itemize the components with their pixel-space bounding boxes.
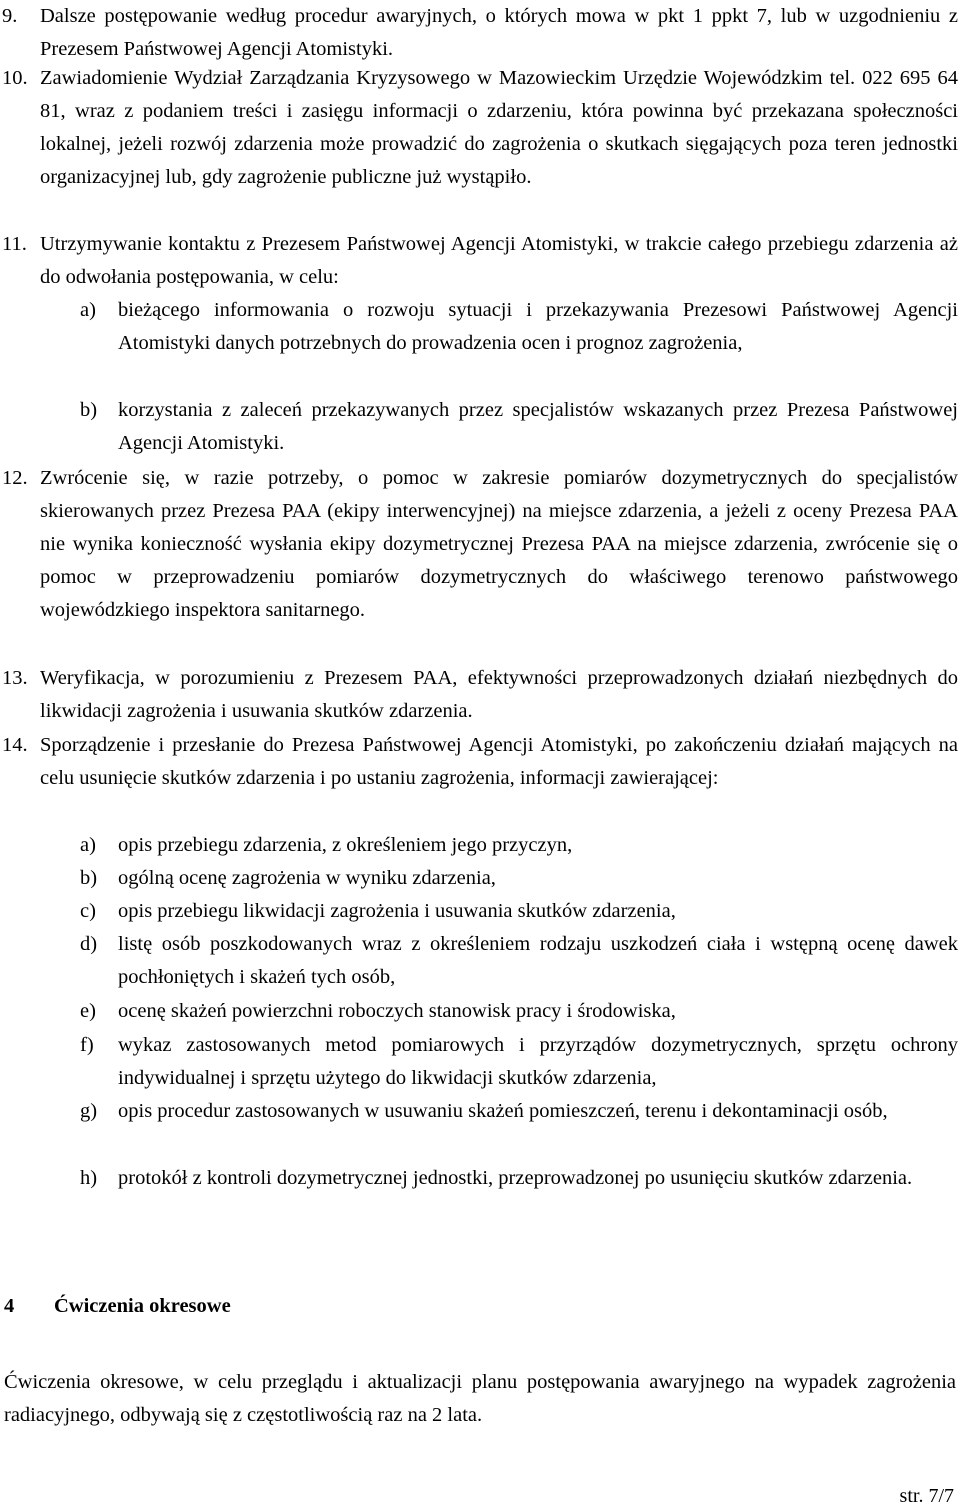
section-paragraph: Ćwiczenia okresowe, w celu przeglądu i aktualizacji planu postępowania awaryjnego na wypadek zagrożenia radiacyjnego, odbywają się z częstotliwością raz na 2 lata.: [4, 1371, 956, 1426]
section-number: 4: [4, 1295, 15, 1317]
section-heading: [4, 1290, 231, 1323]
sub-letter: h): [80, 1167, 98, 1189]
sub-item-text: bieżącego informowania o rozwoju sytuacji i przekazywania Prezesowi Państwowej Agencji Atomistyki danych potrzebnych do prowadzenia ocen i prognoz zagrożenia,: [118, 299, 958, 354]
list-item-9: [0, 0, 958, 66]
list-item-text: Utrzymywanie kontaktu z Prezesem Państwowej Agencji Atomistyki, w trakcie całego przebiegu zdarzenia aż do odwołania postępowania, w celu:: [40, 233, 958, 288]
sub-letter: f): [80, 1034, 94, 1056]
sub-item-text: opis procedur zastosowanych w usuwaniu skażeń pomieszczeń, terenu i dekontaminacji osób,: [118, 1100, 888, 1122]
sub-item-text: protokół z kontroli dozymetrycznej jednostki, przeprowadzonej po usunięciu skutków zdarzenia.: [118, 1167, 913, 1189]
list-number: 10.: [2, 67, 28, 89]
sub-letter: b): [80, 867, 98, 889]
sub-letter: g): [80, 1100, 98, 1122]
section-title: Ćwiczenia okresowe: [54, 1295, 231, 1317]
list-item-text: Weryfikacja, w porozumieniu z Prezesem PAA, efektywności przeprowadzonych działań niezbędnych do likwidacji zagrożenia i usuwania skutków zdarzenia.: [40, 667, 958, 722]
list-number: 12.: [2, 467, 28, 489]
sub-item-text: korzystania z zaleceń przekazywanych przez specjalistów wskazanych przez Prezesa Państwowej Agencji Atomistyki.: [118, 399, 958, 454]
sub-item-text: opis przebiegu zdarzenia, z określeniem jego przyczyn,: [118, 834, 573, 856]
list-item-14: [0, 729, 958, 795]
sub-letter: a): [80, 834, 96, 856]
sub-item-text: ogólną ocenę zagrożenia w wyniku zdarzenia,: [118, 867, 496, 889]
list-number: 9.: [2, 5, 18, 27]
sub-item-11b: [0, 394, 958, 460]
sub-letter: a): [80, 299, 96, 321]
list-item-text: Zawiadomienie Wydział Zarządzania Kryzysowego w Mazowieckim Urzędzie Wojewódzkim tel. 022 695 64 81, wraz z podaniem treści i zasięgu informacji o zdarzeniu, która powinna być przekazana społeczności lokalnej, jeżeli rozwój zdarzenia może prowadzić do zagrożenia o skutkach sięgających poza teren jednostki organizacyjnej lub, gdy zagrożenie publiczne już wystąpiło.: [40, 67, 958, 188]
list-item-text: Zwrócenie się, w razie potrzeby, o pomoc w zakresie pomiarów dozymetrycznych do specjalistów skierowanych przez Prezesa PAA (ekipy interwencyjnej) na miejsce zdarzenia, a jeżeli z oceny Prezesa PAA nie wynika konieczność wysłania ekipy dozymetrycznej Prezesa PAA na miejsce zdarzenia, zwrócenie się o pomoc w przeprowadzeniu pomiarów dozymetrycznych do właściwego terenowo państwowego wojewódzkiego inspektora sanitarnego.: [40, 467, 958, 621]
sub-letter: e): [80, 1000, 96, 1022]
sub-item-14b: [0, 862, 958, 895]
sub-item-14d: [0, 928, 958, 994]
sub-item-14e: [0, 995, 958, 1028]
list-item-12: [0, 462, 958, 627]
sub-letter: c): [80, 900, 96, 922]
sub-letter: b): [80, 399, 98, 421]
sub-item-text: opis przebiegu likwidacji zagrożenia i usuwania skutków zdarzenia,: [118, 900, 676, 922]
sub-item-14f: [0, 1029, 958, 1095]
sub-item-text: wykaz zastosowanych metod pomiarowych i przyrządów dozymetrycznych, sprzętu ochrony indywidualnej i sprzętu użytego do likwidacji skutków zdarzenia,: [118, 1034, 958, 1089]
list-item-text: Sporządzenie i przesłanie do Prezesa Państwowej Agencji Atomistyki, po zakończeniu działań mających na celu usunięcie skutków zdarzenia i po ustaniu zagrożenia, informacji zawierającej:: [40, 734, 958, 789]
list-item-11: [0, 228, 958, 294]
sub-item-14c: [0, 895, 958, 928]
list-number: 11.: [2, 233, 27, 255]
sub-item-11a: [0, 294, 958, 360]
list-number: 13.: [2, 667, 28, 689]
page-number: str. 7/7: [899, 1485, 954, 1507]
sub-item-text: ocenę skażeń powierzchni roboczych stanowisk pracy i środowiska,: [118, 1000, 676, 1022]
list-item-10: [0, 62, 958, 194]
sub-item-14a: [0, 829, 958, 862]
list-item-text: Dalsze postępowanie według procedur awaryjnych, o których mowa w pkt 1 ppkt 7, lub w uzgodnieniu z Prezesem Państwowej Agencji Atomistyki.: [40, 5, 958, 60]
sub-item-14h: [0, 1162, 958, 1195]
list-item-13: [0, 662, 958, 728]
sub-item-14g: [0, 1095, 958, 1128]
sub-letter: d): [80, 933, 98, 955]
sub-item-text: listę osób poszkodowanych wraz z określeniem rodzaju uszkodzeń ciała i wstępną ocenę dawek pochłoniętych i skażeń tych osób,: [118, 933, 958, 988]
list-number: 14.: [2, 734, 28, 756]
